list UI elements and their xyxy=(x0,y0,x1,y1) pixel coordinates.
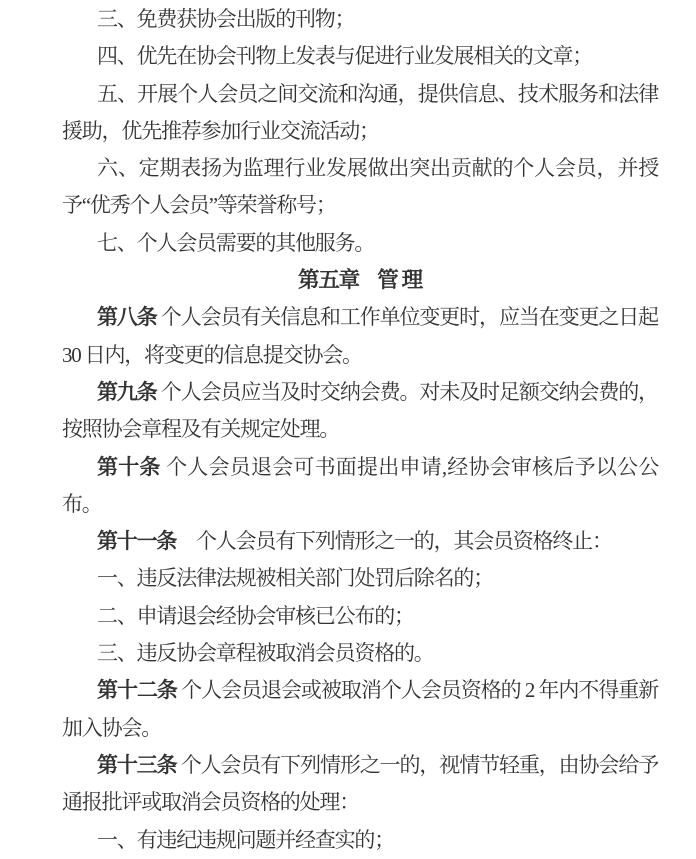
article-text: 个人会员有下列情形之一的，视情节轻重，由协会给予通报批评或取消会员资格的处理： xyxy=(62,752,659,815)
list-item: 七、个人会员需要的其他服务。 xyxy=(97,230,375,255)
article-paragraph xyxy=(62,523,658,560)
article-paragraph xyxy=(62,672,658,747)
article-paragraph xyxy=(62,747,658,822)
article-number: 第十一条 xyxy=(97,529,177,554)
list-item: 一、有违纪违规问题并经查实的； xyxy=(97,827,394,852)
list-item: 三、免费获协会出版的刊物； xyxy=(97,7,355,31)
chapter-heading xyxy=(62,262,658,299)
list-item: 三、违反协会章程被取消会员资格的。 xyxy=(97,641,434,666)
article-text: 个人会员有下列情形之一的，其会员资格终止： xyxy=(176,529,612,554)
list-item: 六、定期表扬为监理行业发展做出突出贡献的个人会员，并授予“优秀个人会员”等荣誉称号； xyxy=(62,156,658,218)
list-item: 二、申请退会经协会审核已公布的； xyxy=(97,603,414,628)
list-item: 五、开展个人会员之间交流和沟通，提供信息、技术服务和法律援助，优先推荐参加行业交流活动； xyxy=(62,81,658,143)
article-number: 第十二条 xyxy=(97,678,177,703)
article-paragraph xyxy=(62,374,658,449)
article-number: 第十条 xyxy=(97,454,161,479)
article-paragraph xyxy=(62,299,658,374)
article-text: 个人会员退会或被取消个人会员资格的 2 年内不得重新加入协会。 xyxy=(62,678,658,740)
article-number: 第九条 xyxy=(97,379,157,404)
list-item: 一、违反法律法规被相关部门处罚后除名的； xyxy=(97,566,493,591)
list-item: 四、优先在协会刊物上发表与促进行业发展相关的文章； xyxy=(97,44,592,69)
article-number: 第八条 xyxy=(97,305,157,330)
article-paragraph xyxy=(62,449,658,524)
chapter-title: 管 理 xyxy=(377,268,422,293)
chapter-number: 第五章 xyxy=(298,268,359,293)
article-text: 个人会员退会可书面提出申请,经协会审核后予以公公布。 xyxy=(62,454,658,516)
article-text: 个人会员应当及时交纳会费。对未及时足额交纳会费的，按照协会章程及有关规定处理。 xyxy=(62,379,658,442)
article-text: 个人会员有关信息和工作单位变更时，应当在变更之日起 30 日内，将变更的信息提交协会。 xyxy=(62,305,658,367)
article-number: 第十三条 xyxy=(97,752,177,777)
